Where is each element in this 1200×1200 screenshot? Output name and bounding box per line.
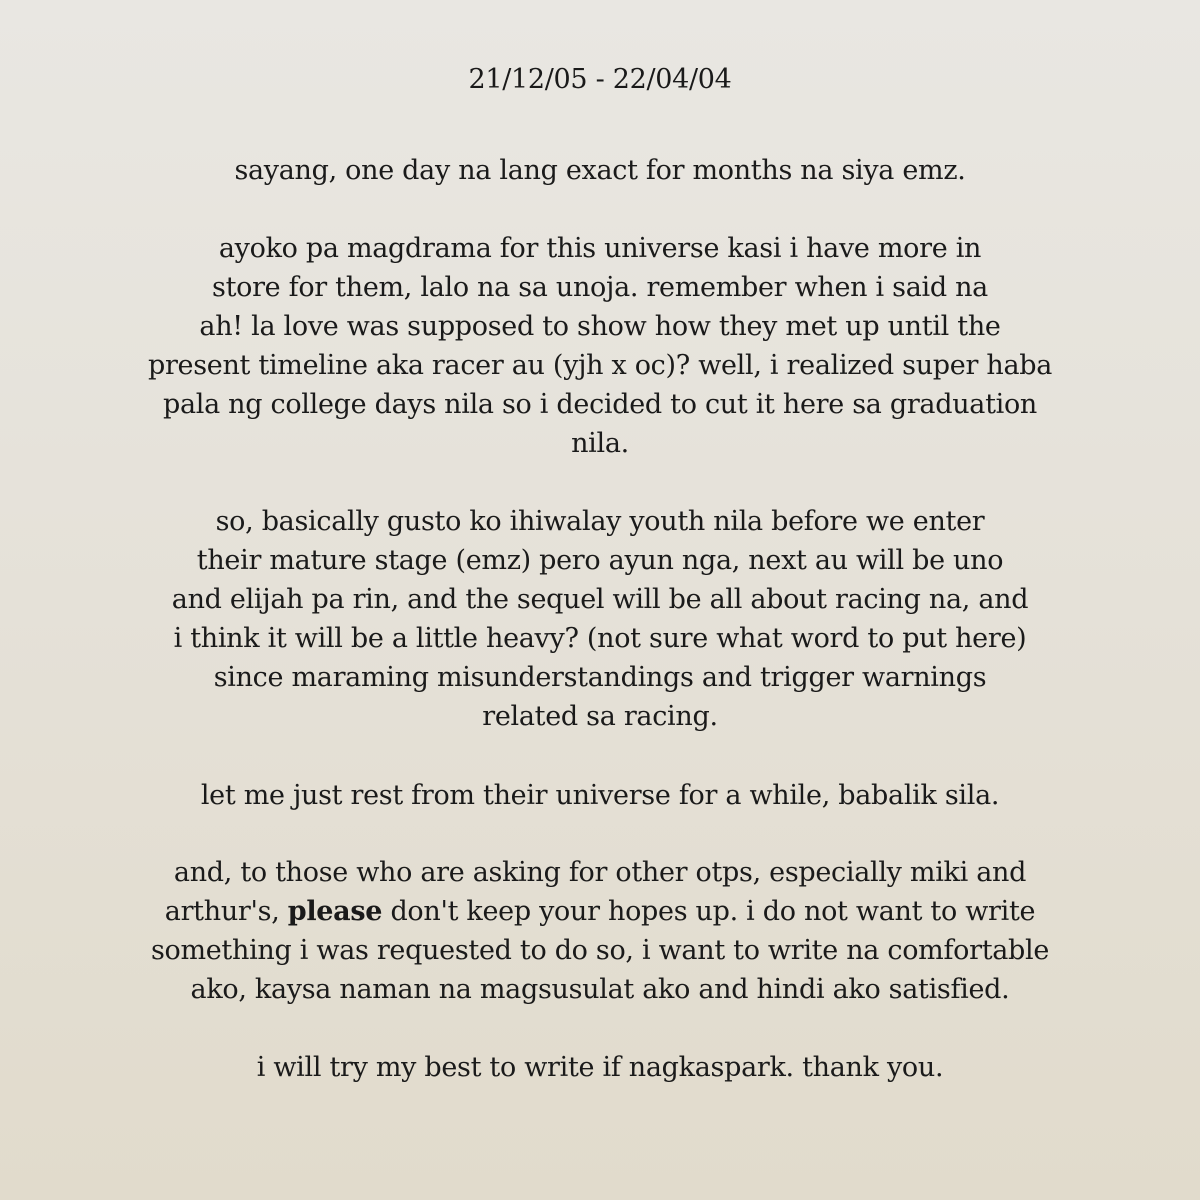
paragraph-5-line-1: and, to those who are asking for other otps, especially miki and bbox=[173, 857, 1027, 888]
paragraph-3-line-3: and elijah pa rin, and the sequel will be all about racing na, and bbox=[171, 584, 1029, 615]
paragraph-5-line-3: something i was requested to do so, i want to write na comfortable bbox=[150, 935, 1050, 966]
paragraph-5-line-2 bbox=[0, 892, 1200, 932]
paragraph-5-line-2-end: don't keep your hopes up. i do not want to write bbox=[382, 896, 1036, 927]
date-range: 21/12/05 - 22/04/04 bbox=[468, 64, 732, 95]
paragraph-3-line-4: i think it will be a little heavy? (not sure what word to put here) bbox=[173, 623, 1027, 654]
paragraph-3-line-5: since maraming misunderstandings and trigger warnings bbox=[213, 662, 987, 693]
paragraph-2-line-3: ah! la love was supposed to show how they met up until the bbox=[199, 311, 1001, 342]
paragraph-2-line-5: pala ng college days nila so i decided to cut it here sa graduation bbox=[162, 389, 1038, 420]
paragraph-2-line-2: store for them, lalo na sa unoja. remember when i said na bbox=[212, 272, 988, 303]
paragraph-4-line-1: let me just rest from their universe for a while, babalik sila. bbox=[200, 780, 1000, 811]
paragraph-5-line-2-start: arthur's, bbox=[164, 896, 288, 927]
paragraph-5-line-4: ako, kaysa naman na magsusulat ako and hindi ako satisfied. bbox=[190, 974, 1010, 1005]
paragraph-2-line-6: nila. bbox=[571, 428, 629, 459]
paragraph-2-line-4: present timeline aka racer au (yjh x oc)? well, i realized super haba bbox=[147, 350, 1053, 381]
paragraph-3-line-6: related sa racing. bbox=[482, 701, 718, 732]
paragraph-6-line-1: i will try my best to write if nagkaspark. thank you. bbox=[256, 1052, 944, 1083]
paragraph-3-line-2: their mature stage (emz) pero ayun nga, next au will be uno bbox=[196, 545, 1004, 576]
emphasis-please: please bbox=[287, 896, 383, 927]
paragraph-2-line-1: ayoko pa magdrama for this universe kasi i have more in bbox=[218, 233, 982, 264]
paragraph-1-line-1: sayang, one day na lang exact for months na siya emz. bbox=[234, 155, 966, 186]
paragraph-3-line-1: so, basically gusto ko ihiwalay youth nila before we enter bbox=[215, 506, 985, 537]
